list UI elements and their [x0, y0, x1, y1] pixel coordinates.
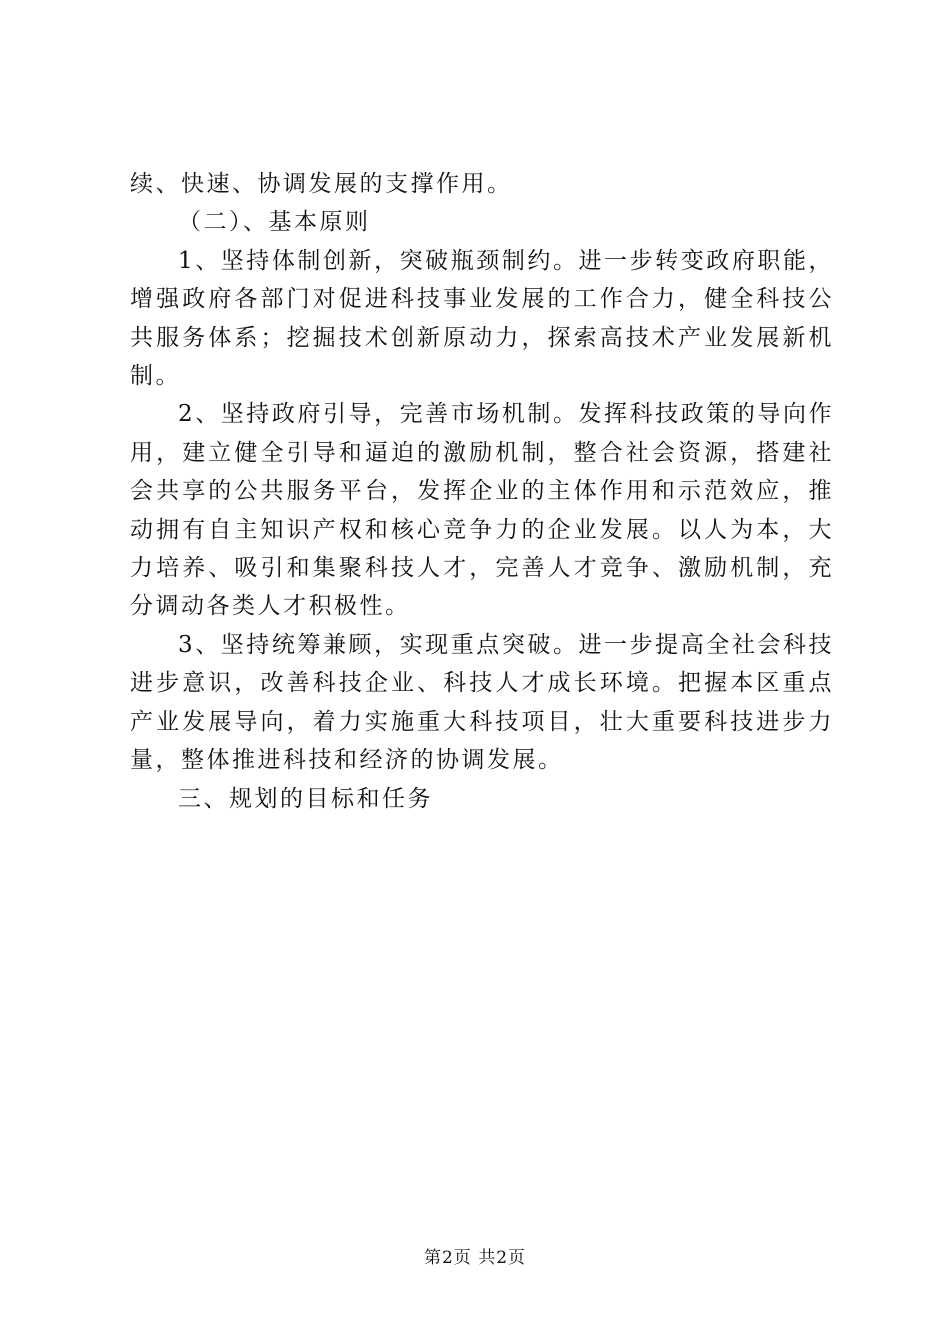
principle-1-paragraph: 1、坚持体制创新，突破瓶颈制约。进一步转变政府职能，增强政府各部门对促进科技事业发展的工作合力，健全科技公共服务体系；挖掘技术创新原动力，探索高技术产业发展新机制。 [130, 247, 834, 390]
paragraph-continuation: 续、快速、协调发展的支撑作用。 [130, 171, 513, 197]
principle-2-paragraph: 2、坚持政府引导，完善市场机制。发挥科技政策的导向作用，建立健全引导和逼迫的激励机制，整合社会资源，搭建社会共享的公共服务平台，发挥企业的主体作用和示范效应，推动拥有自主知识产权和核心竞争力的企业发展。以人为本，大力培养、吸引和集聚科技人才，完善人才竞争、激励机制，充分调动各类人才积极性。 [130, 401, 834, 620]
document-body [130, 165, 834, 818]
page-number-footer: 第2页 共2页 [423, 1248, 527, 1268]
principle-3-paragraph: 3、坚持统筹兼顾，实现重点突破。进一步提高全社会科技进步意识，改善科技企业、科技人才成长环境。把握本区重点产业发展导向，着力实施重大科技项目，壮大重要科技进步力量，整体推进科技和经济的协调发展。 [130, 631, 834, 774]
section-heading-goals-and-tasks: 三、规划的目标和任务 [178, 785, 433, 812]
section-heading-basic-principles: （二）、基本原则 [178, 209, 371, 236]
